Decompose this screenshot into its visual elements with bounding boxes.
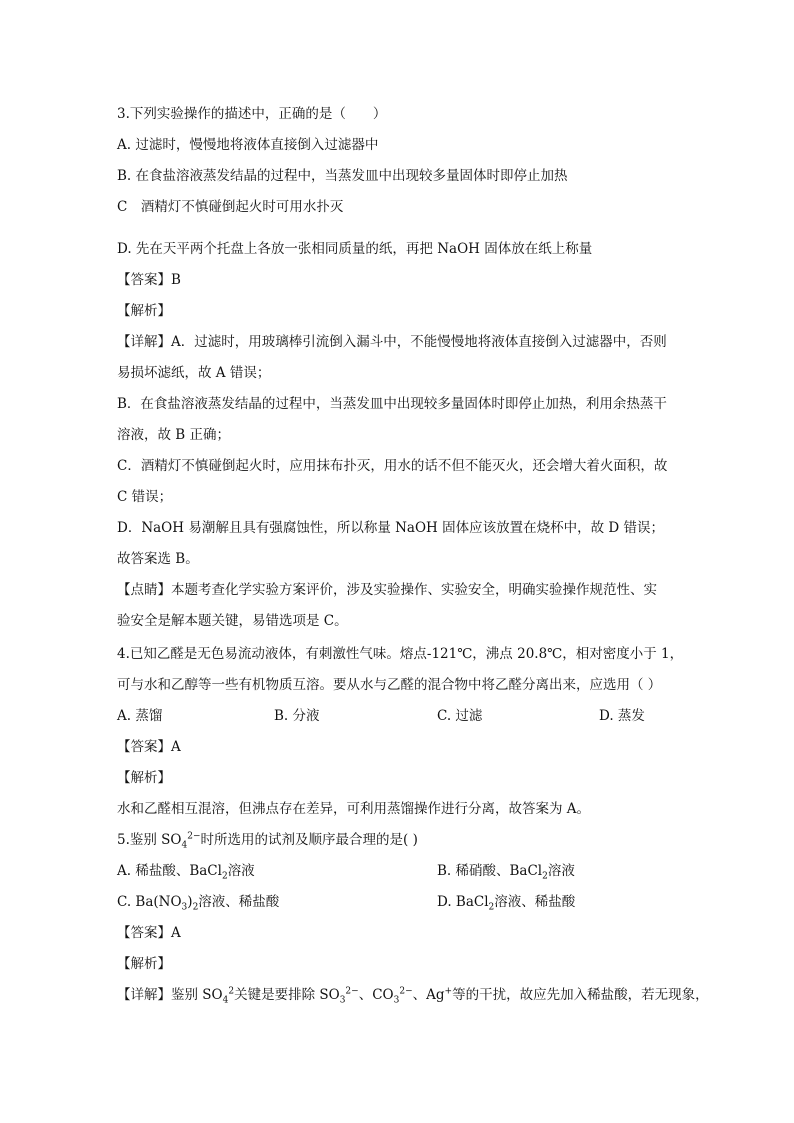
q3-detail-line: D．NaOH 易潮解且具有强腐蚀性，所以称量 NaOH 固体应该放置在烧杯中，故 D 错误；	[117, 520, 665, 536]
q5-option-c: C. $Ba(NO_3)_2$溶液、稀盐酸	[117, 894, 280, 913]
q4-option-d: D. 蒸发	[599, 708, 645, 724]
q3-detail-line: 易损坏滤纸，故 A 错误；	[117, 365, 271, 381]
q3-option-a: A. 过滤时，慢慢地将液体直接倒入过滤器中	[117, 137, 379, 153]
q5-stem: 5.鉴别 $SO_4^{2-}$时所选用的试剂及顺序最合理的是( )	[117, 831, 418, 851]
q3-option-b: B. 在食盐溶液蒸发结晶的过程中，当蒸发皿中出现较多量固体时即停止加热	[117, 168, 568, 184]
q3-answer: 【答案】B	[117, 272, 181, 288]
q5-option-a: A. 稀盐酸、BaCl$_2$溶液	[117, 863, 255, 882]
q4-stem-line: 可与水和乙醇等一些有机物质互溶。要从水与乙醛的混合物中将乙醛分离出来，应选用（ ）	[117, 677, 662, 693]
q5-analysis-label: 【解析】	[117, 956, 171, 972]
q3-detail-line: C．酒精灯不慎碰倒起火时，应用抹布扑灭，用水的话不但不能灭火，还会增大着火面积，故	[117, 458, 668, 474]
q4-analysis: 水和乙醛相互混溶，但沸点存在差异，可利用蒸馏操作进行分离，故答案为 A。	[117, 801, 591, 817]
q3-detail-line: C 错误；	[117, 489, 173, 505]
q3-detail-line: 故答案选 B。	[117, 551, 199, 567]
q3-option-d: D. 先在天平两个托盘上各放一张相同质量的纸，再把 NaOH 固体放在纸上称量	[117, 241, 593, 257]
q4-analysis-label: 【解析】	[117, 770, 171, 786]
q3-detail-line: B．在食盐溶液蒸发结晶的过程中，当蒸发皿中出现较多量固体时即停止加热，利用余热蒸干	[117, 396, 667, 412]
q4-stem-line: 4.已知乙醛是无色易流动液体，有刺激性气味。熔点-121℃，沸点 20.8℃，相对密度小于 1，	[117, 646, 684, 662]
q3-detail-line: 【详解】A．过滤时，用玻璃棒引流倒入漏斗中，不能慢慢地将液体直接倒入过滤器中，否则	[117, 334, 667, 350]
q3-detail-line: 溶液，故 B 正确；	[117, 427, 231, 443]
q5-option-d: D. BaCl$_2$溶液、稀盐酸	[437, 894, 576, 913]
q3-stem: 3.下列实验操作的描述中，正确的是（ ）	[117, 106, 387, 122]
q4-answer: 【答案】A	[117, 739, 181, 755]
q5-detail-line: 【详解】鉴别 $SO_4^2$关键是要排除 $SO_3^{2-}$、$CO_3^{2-}$、Ag+等的干扰，故应先加入稀盐酸，若无现象，	[117, 986, 709, 1006]
q3-comment-line: 【点睛】本题考查化学实验方案评价，涉及实验操作、实验安全，明确实验操作规范性、实	[117, 582, 657, 598]
q3-option-c: C 酒精灯不慎碰倒起火时可用水扑灭	[117, 199, 344, 215]
q4-option-c: C. 过滤	[437, 708, 483, 724]
q4-option-a: A. 蒸馏	[117, 708, 163, 724]
q3-comment-line: 验安全是解本题关键，易错选项是 C。	[117, 613, 348, 629]
q5-answer: 【答案】A	[117, 925, 181, 941]
q5-option-b: B. 稀硝酸、BaCl$_2$溶液	[437, 863, 575, 882]
q3-analysis-label: 【解析】	[117, 303, 171, 319]
q4-option-b: B. 分液	[274, 708, 320, 724]
